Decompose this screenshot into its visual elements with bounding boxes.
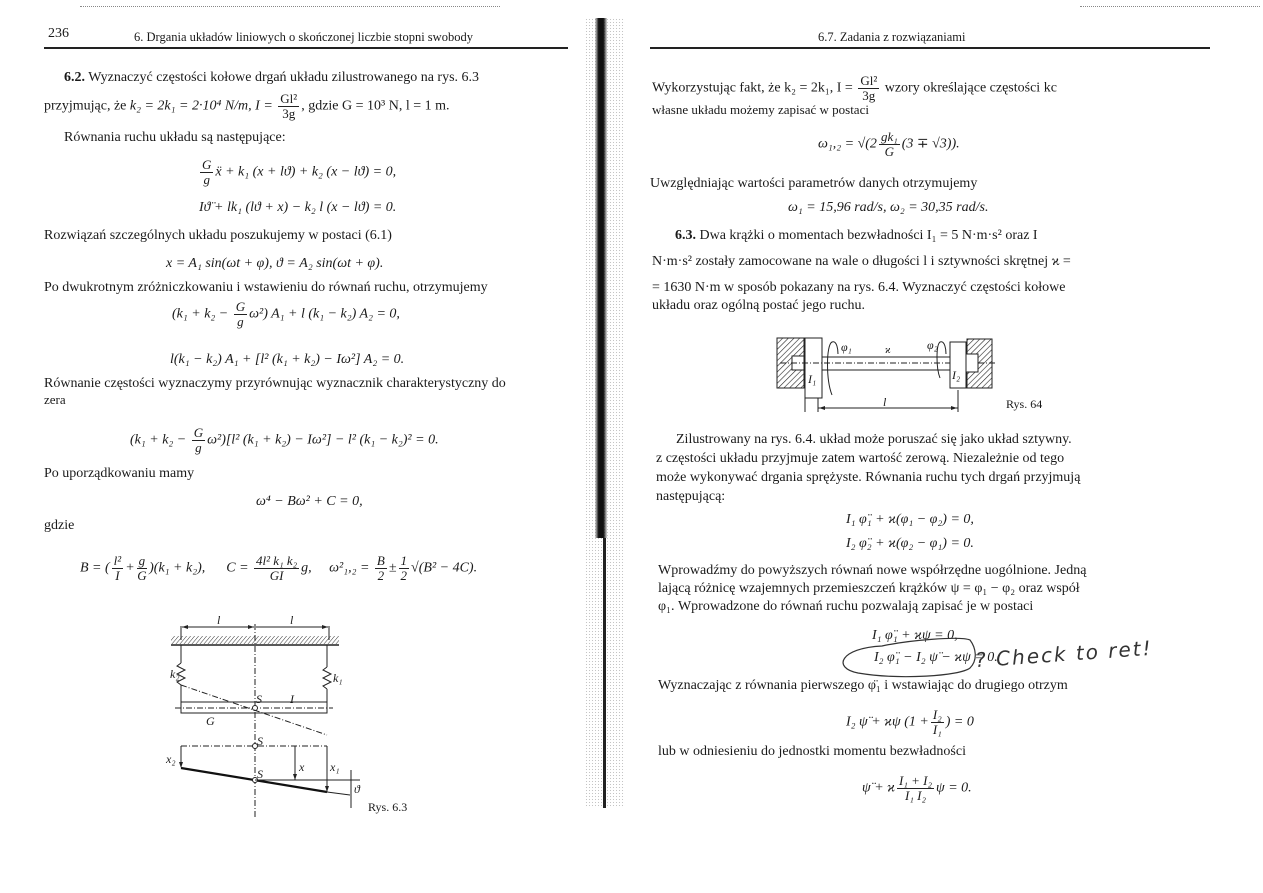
paragraph: lub w odniesieniu do jednostki momentu bezwładności: [658, 744, 966, 759]
equation: I₂ φ̈₂ + ϰ(φ₂ − φ₁) = 0.: [846, 536, 974, 551]
equation: I₂ ψ̈ + ϰψ (1 + $\frac{\text{I₂}}{\text{I₁}}$ ) = 0: [846, 707, 974, 737]
equation: x = A₁ sin(ωt + φ), ϑ = A₂ sin(ωt + φ).: [166, 256, 384, 271]
problem-number: 6.2.: [64, 70, 85, 85]
equation: I₁ φ̈₁ + ϰψ = 0,: [872, 628, 958, 643]
equation-circled: I₂ φ̈₁ − I₂ ψ̈ − ϰψ = 0.: [874, 650, 998, 665]
label-I1: I₁: [808, 372, 817, 386]
running-head: 6.7. Zadania z rozwiązaniami: [818, 30, 966, 44]
label-x2: x₂: [166, 752, 176, 766]
label-S: S: [257, 734, 263, 748]
paragraph-line: następującą:: [656, 489, 726, 504]
equation: B = ( $\frac{\text{l²}}{I}$ + $\frac{g}{G}$ )(k₁ + k₂), C = $\frac{\text{4l² k₁ k₂}}{GI}$ g, ω²₁,₂ = $\frac{B}{2}$ ± $\frac{1}{2}$ √(B² − 4C).: [80, 553, 478, 583]
paragraph-line: Zilustrowany na rys. 6.4. układ może poruszać się jako układ sztywny.: [676, 432, 1072, 447]
problem-6-3-line4: układu oraz ogólną postać jego ruchu.: [652, 298, 866, 313]
equation: (k₁ + k₂ − $\frac{G}{g}$ ω²) A₁ + l (k₁ − k₂) A₂ = 0,: [172, 299, 400, 329]
paragraph: Po uporządkowaniu mamy: [44, 466, 195, 481]
problem-6-2-line2: przyjmując, że k₂ = 2k₁ = 2·10⁴ N/m, I = $\frac{\text{Gl²}}{3g}$ , gdzie G = 10³ N, l = 1 m.: [44, 91, 450, 121]
paragraph: Wyznaczając z równania pierwszego φ̈₁ i wstawiając do drugiego otrzym: [658, 678, 1068, 693]
problem-6-3-line2: N·m·s² zostały zamocowane na wale o długości l i sztywności skrętnej ϰ =: [652, 254, 1071, 269]
equation: l(k₁ − k₂) A₁ + [l² (k₁ + k₂) − Iω²] A₂ = 0.: [170, 352, 405, 367]
fraction: $\frac{\text{Gl²}}{3g}$: [280, 91, 298, 121]
paragraph: Wykorzystując fakt, że k₂ = 2k₁, I = $\frac{\text{Gl²}}{3g}$ wzory określające częstości kc: [652, 73, 1057, 103]
figure-6-3-diagram: [0, 0, 590, 893]
label-x: x: [299, 760, 305, 774]
handwritten-note: ? Check to ret!: [974, 635, 1154, 673]
equation: $\frac{G}{g}$ ẍ + k₁ (x + lϑ) + k₂ (x − lϑ) = 0,: [202, 157, 397, 187]
equation: ω⁴ − Bω² + C = 0,: [256, 494, 363, 509]
paragraph: Po dwukrotnym zróżniczkowaniu i wstawieniu do równań ruchu, otrzymujemy: [44, 280, 488, 295]
label-l-left: l: [217, 613, 221, 627]
label-theta: ϑ: [354, 782, 360, 796]
paragraph: zera: [44, 392, 66, 407]
label-S: S: [257, 767, 263, 781]
label-phi1: φ₁: [841, 340, 852, 354]
paragraph-line: Wprowadźmy do powyższych równań nowe współrzędne uogólnione. Jedną: [658, 563, 1087, 578]
equation: Iϑ̈ + lk₁ (lϑ + x) − k₂ l (x − lϑ) = 0.: [199, 200, 397, 215]
page-number: 236: [48, 26, 69, 41]
paragraph-line: φ₁. Wprowadzone do równań ruchu pozwalają zapisać je w postaci: [658, 599, 1034, 614]
equation: ω₁,₂ = √(2 $\frac{\text{gk₁}}{G}$ (3 ∓ √3)).: [818, 129, 960, 159]
label-phi2: φ₂: [927, 338, 938, 352]
figure-caption: Rys. 64: [1006, 397, 1043, 411]
paragraph-line: może wykonywać drgania sprężyste. Równania ruchu tych drgań przyjmują: [656, 470, 1081, 485]
right-page: [600, 0, 1263, 893]
label-k1: k₁: [333, 671, 343, 685]
label-I2: I₂: [952, 368, 961, 382]
paragraph: Równanie częstości wyznaczymy przyrównując wyznacznik charakterystyczny do: [44, 376, 506, 391]
equation: ω₁ = 15,96 rad/s, ω₂ = 30,35 rad/s.: [788, 200, 989, 215]
problem-6-2-line1: 6.2. Wyznaczyć częstości kołowe drgań układu zilustrowanego na rys. 6.3: [64, 70, 480, 85]
equation: I₁ φ̈₁ + ϰ(φ₁ − φ₂) = 0,: [846, 512, 974, 527]
paragraph-line: lającą różnicę wzajemnych przemieszczeń krążków ψ = φ₁ − φ₂ oraz współ: [658, 581, 1080, 596]
figure-caption: Rys. 6.3: [368, 800, 408, 814]
paragraph: Równania ruchu układu są następujące:: [64, 130, 286, 145]
left-page: [0, 0, 590, 893]
label-I: I: [290, 692, 294, 706]
paragraph: własne układu możemy zapisać w postaci: [652, 102, 869, 117]
label-kappa: ϰ: [885, 345, 891, 356]
label-x1: x₁: [330, 760, 340, 774]
equation: (k₁ + k₂ − $\frac{G}{g}$ ω²)[l² (k₁ + k₂) − Iω²] − l² (k₁ − k₂)² = 0.: [130, 425, 439, 455]
paragraph: Uwzględniając wartości parametrów danych otrzymujemy: [650, 176, 978, 191]
label-l-right: l: [290, 613, 294, 627]
label-l: l: [883, 395, 887, 409]
label-G: G: [206, 714, 215, 728]
equation: ψ̈ + ϰ $\frac{\text{I₁ + I₂}}{\text{I₁ I₂}}$ ψ = 0.: [862, 773, 972, 803]
paragraph: Rozwiązań szczególnych układu poszukujemy w postaci (6.1): [44, 228, 392, 243]
paragraph: gdzie: [44, 518, 75, 533]
label-S: S: [256, 692, 262, 706]
paragraph-line: z częstości układu przyjmuje zatem wartość zerową. Niezależnie od tego: [656, 451, 1065, 466]
problem-6-3-line1: 6.3. Dwa krążki o momentach bezwładności I₁ = 5 N·m·s² oraz I: [675, 228, 1038, 243]
running-head: 6. Drgania układów liniowych o skończonej liczbie stopni swobody: [134, 30, 473, 44]
label-k2: k₂: [170, 667, 180, 681]
problem-6-3-line3: = 1630 N·m w sposób pokazany na rys. 6.4. Wyznaczyć częstości kołowe: [652, 280, 1066, 295]
